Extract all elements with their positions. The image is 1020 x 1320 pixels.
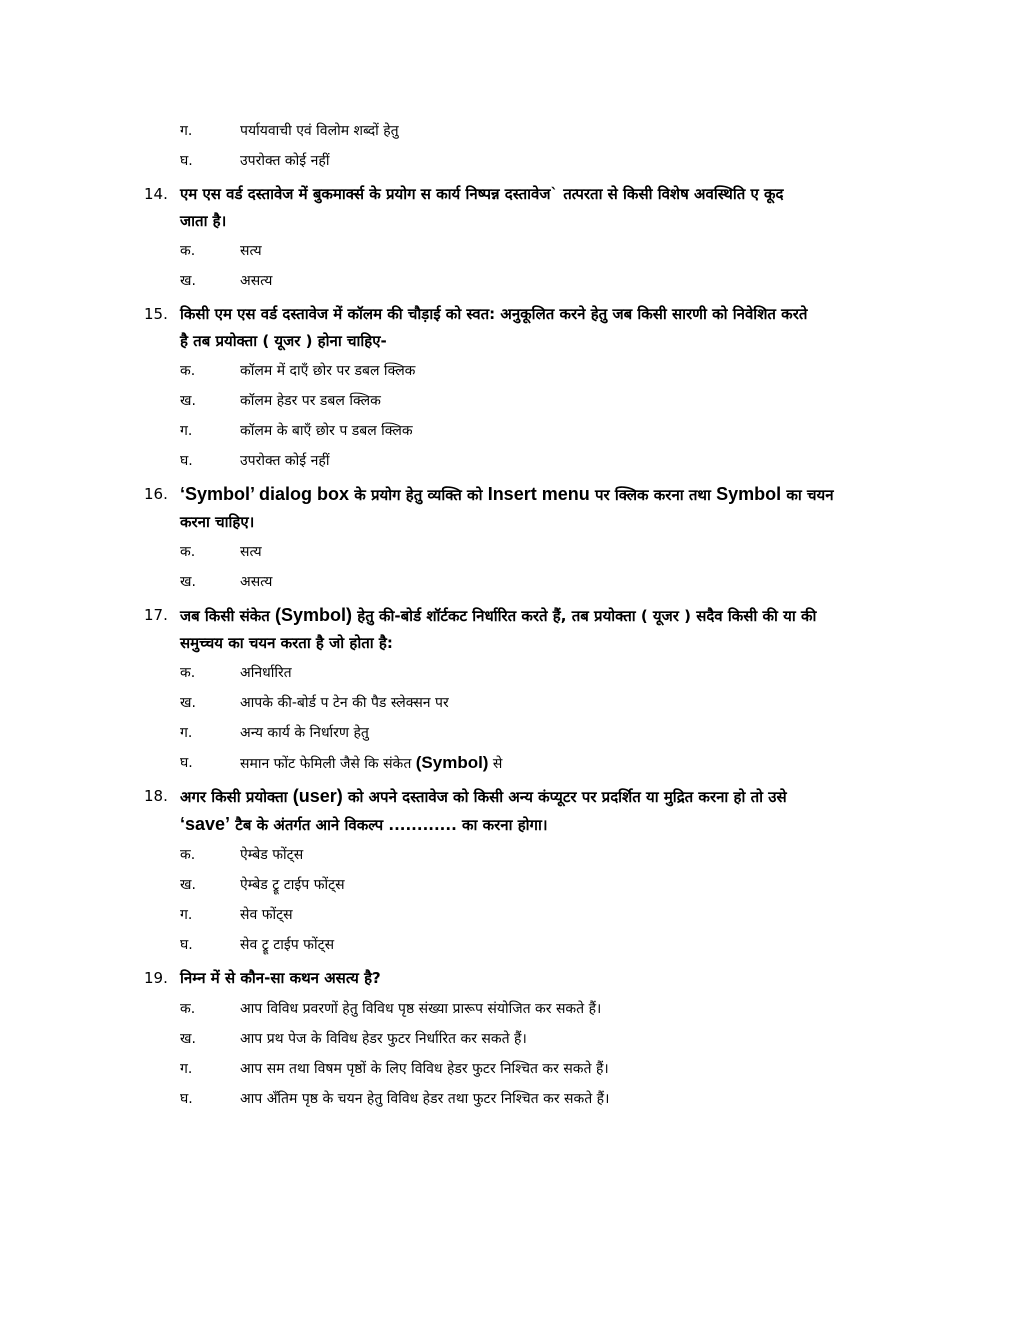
text-segment: ऐम्बेड ट्रू टाईप फोंट्स	[240, 877, 345, 893]
option-label: ख.	[180, 273, 196, 289]
option-text	[240, 148, 329, 174]
text-segment: एम एस वर्ड दस्तावेज में बुकमार्क्स के प्रयोग स कार्य निष्पन्न दस्तावेज` तत्परता से किसी विशेष अवस्थिति ए कूद	[180, 185, 784, 203]
text-segment: आपके की-बोर्ड प टेन की पैड स्लेक्सन पर	[240, 695, 449, 711]
option-label: क.	[180, 544, 196, 560]
english-term: ‘Symbol’ dialog box	[180, 484, 350, 504]
answer-option	[0, 448, 1020, 478]
option-label: घ.	[180, 153, 193, 169]
option-text	[240, 996, 601, 1022]
option-text	[240, 902, 293, 928]
answer-option	[0, 872, 1020, 902]
text-segment: किसी एम एस वर्ड दस्तावेज में कॉलम की चौड़ाई को स्वत: अनुकूलित करने हेतु जब किसी सारणी को निवेशित करते	[180, 305, 808, 323]
answer-option	[0, 660, 1020, 690]
text-segment: उपरोक्त कोई नहीं	[240, 453, 330, 469]
text-segment: करना चाहिए।	[180, 512, 255, 531]
english-term: (Symbol)	[275, 605, 353, 625]
option-label: ख.	[180, 1030, 196, 1047]
option-text	[240, 1086, 609, 1112]
text-segment: निम्न में से कौन-सा कथन असत्य है?	[180, 969, 381, 987]
option-text	[240, 569, 272, 595]
text-segment: समुच्चय का चयन करता है जो होता है:	[180, 633, 393, 652]
text-segment: कॉलम में दाएँ छोर पर डबल क्लिक	[240, 363, 416, 379]
option-label: ग.	[180, 423, 193, 439]
option-text	[240, 660, 292, 686]
option-label: ख.	[180, 574, 196, 590]
answer-option	[0, 388, 1020, 418]
english-term: (Symbol)	[415, 753, 489, 772]
text-segment: के प्रयोग हेतु व्यक्ति को	[349, 486, 488, 504]
text-segment: सेव ट्रू टाईप फोंट्स	[240, 937, 335, 953]
option-label: ग.	[180, 725, 193, 741]
answer-option	[0, 1026, 1020, 1056]
option-text	[240, 1026, 527, 1052]
answer-option	[0, 418, 1020, 448]
option-text	[240, 539, 262, 565]
option-text	[240, 842, 303, 868]
question-text-line	[180, 602, 950, 630]
option-label: ग.	[180, 123, 193, 139]
text-segment: असत्य	[240, 273, 273, 289]
text-segment: सेव फोंट्स	[240, 907, 293, 923]
option-text	[240, 720, 369, 746]
text-segment: अगर किसी प्रयोक्ता	[180, 788, 293, 806]
text-segment: का चयन	[781, 486, 834, 504]
text-segment: है तब प्रयोक्ता ( यूजर ) होना चाहिए-	[180, 331, 387, 350]
question	[0, 602, 1020, 656]
option-label: घ.	[180, 1090, 193, 1107]
option-text	[240, 268, 272, 294]
text-segment: हेतु की-बोर्ड शॉर्टकट निर्धारित करते हैं, तब प्रयोक्ता ( यूजर ) सदैव किसी की या की	[352, 607, 817, 625]
option-text	[240, 358, 415, 384]
option-label: घ.	[180, 755, 193, 771]
text-segment: जाता है।	[180, 211, 227, 230]
question-text-line	[180, 783, 950, 811]
text-segment: जब किसी संकेत	[180, 607, 276, 625]
option-label: ग.	[180, 1060, 193, 1077]
option-text	[240, 388, 381, 414]
question-number: 14.	[144, 185, 168, 203]
question	[0, 783, 1020, 838]
question-text-line	[180, 811, 950, 839]
document-page	[0, 118, 1020, 1116]
option-text	[240, 750, 502, 777]
question-number: 15.	[144, 305, 168, 323]
question-text-line	[180, 181, 950, 208]
question-number: 19.	[144, 969, 168, 987]
option-text	[240, 238, 262, 264]
text-segment: आप प्रथ पेज के विविध हेडर फुटर निर्धारित कर सकते हैं।	[240, 1030, 527, 1047]
text-segment: कॉलम के बाएँ छोर प डबल क्लिक	[240, 423, 413, 439]
question-text-line	[180, 301, 950, 328]
text-segment: सत्य	[240, 243, 262, 259]
question-text-line	[180, 328, 950, 355]
text-segment: टैब के अंतर्गत आने विकल्प ............ का करना होगा।	[230, 815, 548, 834]
text-segment: ऐम्बेड फोंट्स	[240, 847, 304, 863]
option-label: क.	[180, 243, 196, 259]
answer-option	[0, 148, 1020, 178]
question	[0, 481, 1020, 535]
text-segment: से	[488, 756, 503, 772]
text-segment: आप विविध प्रवरणों हेतु विविध पृष्ठ संख्या प्रारूप संयोजित कर सकते हैं।	[240, 1000, 602, 1017]
option-label: ख.	[180, 695, 196, 711]
text-segment: पर क्लिक करना तथा	[589, 486, 717, 504]
option-label: घ.	[180, 453, 193, 469]
question	[0, 181, 1020, 234]
answer-option	[0, 932, 1020, 962]
option-label: ख.	[180, 393, 196, 409]
option-label: क.	[180, 847, 196, 863]
english-term: ‘save’	[180, 813, 231, 834]
text-segment: सत्य	[240, 544, 262, 560]
answer-option	[0, 1086, 1020, 1116]
answer-option	[0, 842, 1020, 872]
question-text-line	[180, 965, 950, 992]
question-number: 16.	[144, 485, 168, 503]
text-segment: असत्य	[240, 574, 273, 590]
question	[0, 965, 1020, 992]
option-label: घ.	[180, 937, 193, 953]
text-segment: आप अँतिम पृष्ठ के चयन हेतु विविध हेडर तथा फुटर निश्चित कर सकते हैं।	[240, 1090, 610, 1107]
text-segment: समान फोंट फेमिली जैसे कि संकेत	[240, 756, 416, 772]
answer-option	[0, 118, 1020, 148]
answer-option	[0, 750, 1020, 780]
answer-option	[0, 569, 1020, 599]
option-text	[240, 118, 399, 144]
option-label: क.	[180, 1000, 196, 1017]
option-text	[240, 448, 329, 474]
english-term: (user)	[292, 786, 343, 806]
option-label: ग.	[180, 907, 193, 923]
option-text	[240, 690, 449, 716]
option-text	[240, 418, 413, 444]
option-text	[240, 1056, 609, 1082]
english-term: Insert menu	[487, 484, 590, 504]
question-number: 17.	[144, 606, 168, 624]
text-segment: कॉलम हेडर पर डबल क्लिक	[240, 393, 381, 409]
question-text-line	[180, 509, 950, 536]
text-segment: अन्य कार्य के निर्धारण हेतु	[240, 725, 369, 741]
option-label: क.	[180, 665, 196, 681]
answer-option	[0, 268, 1020, 298]
text-segment: को अपने दस्तावेज को किसी अन्य कंप्यूटर पर प्रदर्शित या मुद्रित करना हो तो उसे	[342, 788, 787, 806]
option-text	[240, 872, 345, 898]
question	[0, 301, 1020, 354]
text-segment: आप सम तथा विषम पृष्ठों के लिए विविध हेडर फुटर निश्चित कर सकते हैं।	[240, 1060, 609, 1077]
answer-option	[0, 1056, 1020, 1086]
answer-option	[0, 996, 1020, 1026]
option-text	[240, 932, 334, 958]
answer-option	[0, 238, 1020, 268]
answer-option	[0, 720, 1020, 750]
answer-option	[0, 358, 1020, 388]
question-number: 18.	[144, 787, 168, 805]
question-text-line	[180, 630, 950, 657]
answer-option	[0, 902, 1020, 932]
option-label: क.	[180, 363, 196, 379]
text-segment: पर्यायवाची एवं विलोम शब्दों हेतु	[240, 123, 399, 139]
text-segment: अनिर्धारित	[240, 665, 292, 681]
answer-option	[0, 690, 1020, 720]
question-text-line	[180, 208, 950, 235]
option-label: ख.	[180, 877, 196, 893]
english-term: Symbol	[716, 484, 782, 504]
text-segment: उपरोक्त कोई नहीं	[240, 153, 330, 169]
question-text-line	[180, 481, 950, 509]
answer-option	[0, 539, 1020, 569]
